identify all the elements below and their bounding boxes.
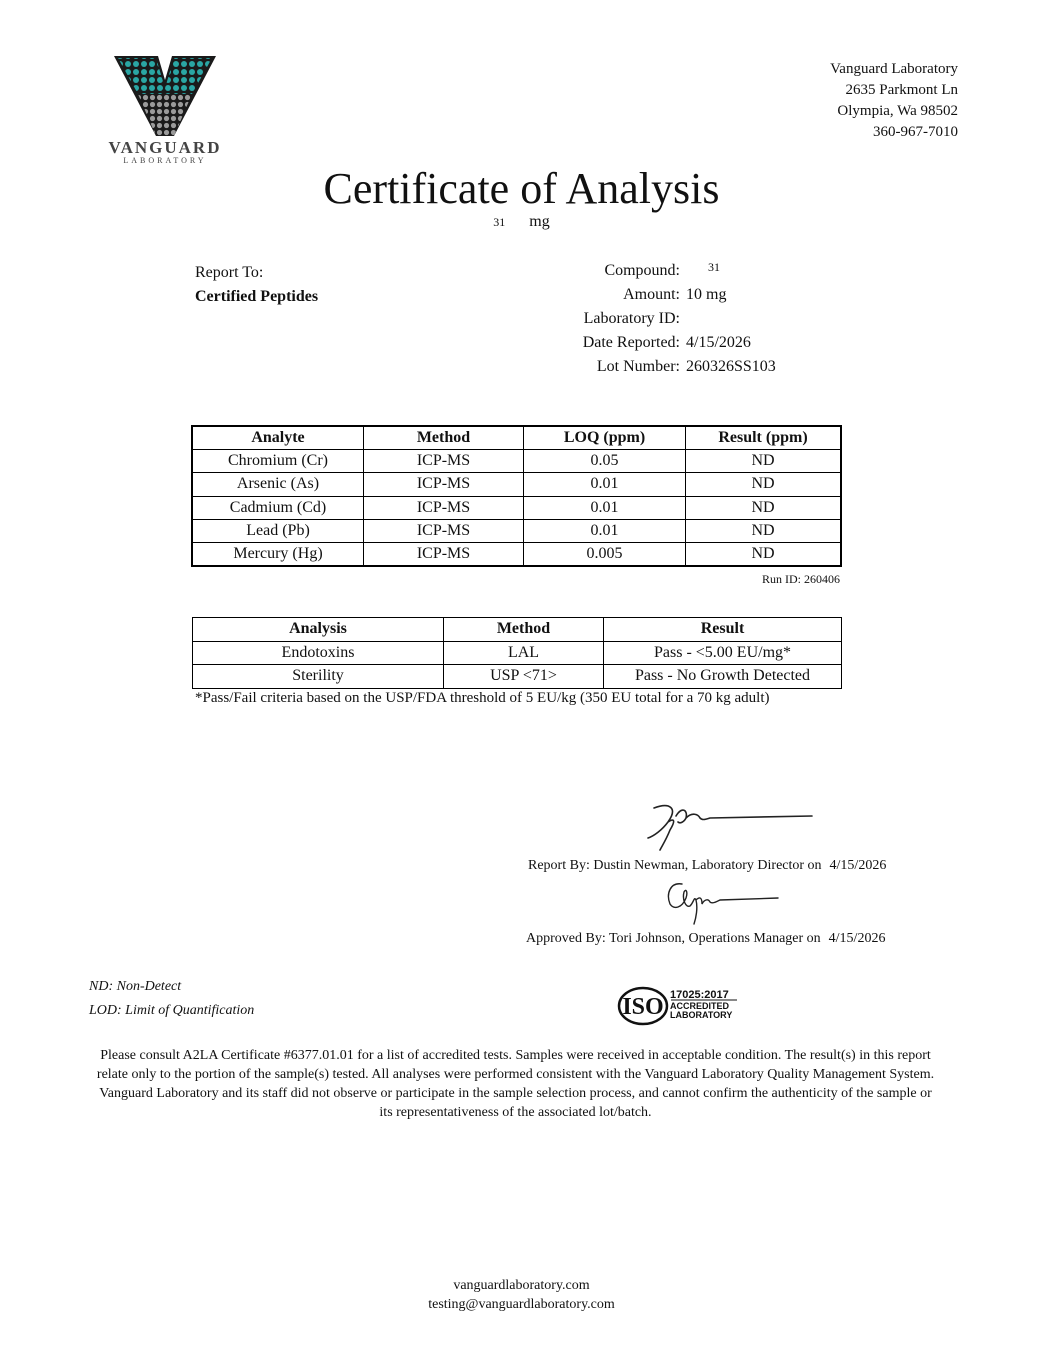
- table-row: [192, 473, 841, 496]
- footer: [0, 1276, 1043, 1314]
- heavy-metals-table: [191, 425, 842, 567]
- subtitle-unit: mg: [529, 213, 550, 230]
- abbreviation-legend: [89, 975, 254, 1023]
- table-row: [192, 450, 841, 473]
- col-analysis: Analysis: [193, 618, 444, 642]
- cell: 0.05: [524, 450, 686, 473]
- date-reported-label: Date Reported:: [582, 334, 680, 351]
- cell: ICP-MS: [364, 519, 524, 542]
- lab-city: Olympia, Wa 98502: [837, 103, 958, 119]
- lot-number-value: 260326SS103: [686, 358, 776, 375]
- signature-dustin-newman-icon: [640, 800, 815, 855]
- report-by-line: [528, 858, 886, 874]
- amount-value: 10 mg: [686, 286, 727, 303]
- table-row: [193, 641, 842, 665]
- table-row: [192, 542, 841, 566]
- cell: Endotoxins: [193, 641, 444, 665]
- legend-nd: ND: Non-Detect: [89, 979, 182, 994]
- col-method: Method: [364, 426, 524, 450]
- approved-by-date: 4/15/2026: [828, 931, 886, 946]
- cell: LAL: [444, 641, 604, 665]
- report-by-date: 4/15/2026: [829, 858, 887, 873]
- cell: Lead (Pb): [192, 519, 364, 542]
- report-by-text: Report By: Dustin Newman, Laboratory Director on: [528, 858, 822, 873]
- cell: 0.01: [524, 473, 686, 496]
- svg-text:ISO: ISO: [622, 994, 664, 1020]
- compound-label: Compound:: [604, 262, 680, 279]
- cell: 0.01: [524, 496, 686, 519]
- iso-badge-text: [670, 989, 732, 1020]
- logo-subtitle: LABORATORY: [123, 156, 207, 165]
- cell: Mercury (Hg): [192, 542, 364, 566]
- lab-street: 2635 Parkmont Ln: [845, 82, 958, 98]
- run-id: Run ID: 260406: [762, 572, 840, 586]
- page-title: Certificate of Analysis: [323, 164, 720, 213]
- cell: Arsenic (As): [192, 473, 364, 496]
- compound-value: 31: [708, 260, 720, 274]
- legend-lod: LOD: Limit of Quantification: [89, 1003, 255, 1018]
- disclaimer-text: Please consult A2LA Certificate #6377.01.01 for a list of accredited tests. Samples were received in acceptable condition. The result(s) in this report relate only to the portion of the sample(s) tested. All analyses were performed consistent with the Vanguard Laboratory Quality Management System. Vanguard Laboratory and its staff did not observe or participate in the sample selection process, and cannot confirm the authenticity of the sample or its representativeness of the associated lot/batch.: [96, 1048, 935, 1120]
- cell: ICP-MS: [364, 496, 524, 519]
- cell: ND: [686, 496, 842, 519]
- table-row: [192, 496, 841, 519]
- pass-fail-footnote: *Pass/Fail criteria based on the USP/FDA threshold of 5 EU/kg (350 EU total for a 70 kg adult): [195, 690, 770, 706]
- cell: 0.005: [524, 542, 686, 566]
- lab-name: Vanguard Laboratory: [830, 61, 958, 77]
- page-subtitle: [0, 213, 1043, 231]
- cell: ND: [686, 450, 842, 473]
- logo-wordmark: VANGUARD: [108, 138, 222, 157]
- col-method: Method: [444, 618, 604, 642]
- cell: Cadmium (Cd): [192, 496, 364, 519]
- col-result: Result: [604, 618, 842, 642]
- footer-website[interactable]: vanguardlaboratory.com: [453, 1278, 590, 1293]
- cell: Pass - <5.00 EU/mg*: [604, 641, 842, 665]
- cell: ND: [686, 542, 842, 566]
- cell: ICP-MS: [364, 450, 524, 473]
- footer-email[interactable]: testing@vanguardlaboratory.com: [428, 1297, 615, 1312]
- cell: Sterility: [193, 665, 444, 689]
- approved-by-text: Approved By: Tori Johnson, Operations Manager on: [526, 931, 821, 946]
- cell: Chromium (Cr): [192, 450, 364, 473]
- report-to-block: [195, 261, 318, 309]
- cell: USP <71>: [444, 665, 604, 689]
- table-row: [193, 665, 842, 689]
- col-result: Result (ppm): [686, 426, 842, 450]
- cell: Pass - No Growth Detected: [604, 665, 842, 689]
- report-to-client: Certified Peptides: [195, 288, 319, 305]
- col-loq: LOQ (ppm): [524, 426, 686, 450]
- cell: ICP-MS: [364, 542, 524, 566]
- cell: ND: [686, 473, 842, 496]
- iso-line3: LABORATORY: [670, 1010, 733, 1020]
- subtitle-number: 31: [493, 215, 506, 229]
- col-analyte: Analyte: [192, 426, 364, 450]
- iso-line1: 17025:2017: [670, 989, 729, 1001]
- cell: ND: [686, 519, 842, 542]
- sample-meta: [520, 259, 836, 379]
- cell: 0.01: [524, 519, 686, 542]
- table-row: [192, 519, 841, 542]
- analysis-table: [192, 617, 842, 689]
- lab-id-value: [686, 307, 836, 331]
- approved-by-line: [526, 931, 885, 947]
- report-to-label: Report To:: [195, 264, 264, 281]
- date-reported-value: 4/15/2026: [686, 334, 751, 351]
- cell: ICP-MS: [364, 473, 524, 496]
- lab-id-label: Laboratory ID:: [583, 310, 680, 327]
- amount-label: Amount:: [623, 286, 680, 303]
- iso-line2: ACCREDITED: [670, 1001, 730, 1011]
- lot-number-label: Lot Number:: [596, 358, 680, 375]
- lab-address: [830, 59, 958, 143]
- lab-phone: 360-967-7010: [873, 124, 958, 140]
- signature-tori-johnson-icon: [660, 878, 785, 928]
